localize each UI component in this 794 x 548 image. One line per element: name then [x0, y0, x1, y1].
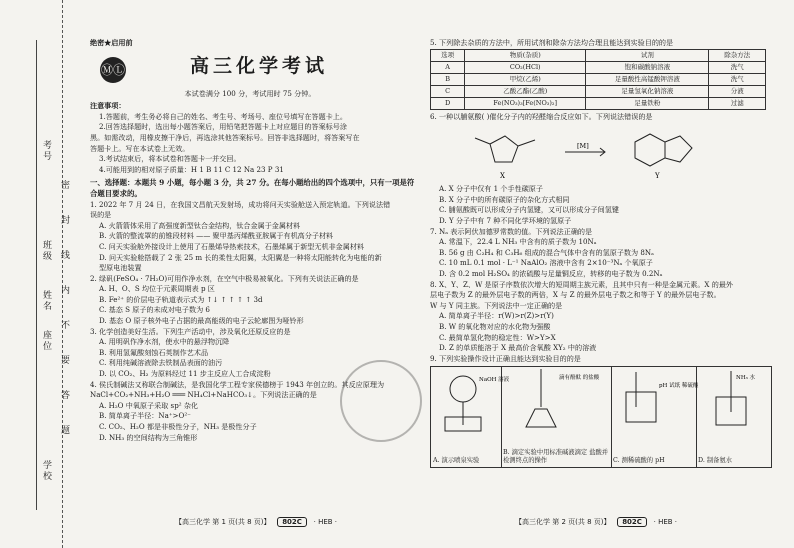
school-label: 学校: [41, 460, 51, 482]
note-line: 4.可能用到的相对原子质量：H 1 B 11 C 12 Na 23 P 31: [99, 164, 284, 174]
cut-mark: 答: [59, 390, 69, 399]
score-note: 本试卷满分 100 分，考试用时 75 分钟。: [184, 88, 316, 98]
option-line: A. 用明矾作净水剂，使水中的悬浮物沉降: [99, 337, 230, 347]
q9-apparatus: [430, 366, 772, 468]
label-x: X: [500, 172, 505, 181]
table-cell: 足量酸性高锰酸钾溶液: [586, 73, 709, 85]
option-line: B. 火箭的整流罩的前锥段材料 —— 聚甲基丙烯酰亚胺属于有机高分子材料: [99, 231, 334, 241]
table-row: [431, 97, 766, 109]
left-footer-code: 802C: [277, 517, 307, 527]
title-row: [90, 49, 410, 89]
left-footer-brand: · HEB ·: [313, 518, 338, 526]
binding-line: [36, 40, 37, 510]
note-line: 3.考试结束后，将本试卷和答题卡一并交回。: [99, 154, 241, 164]
table-cell: A: [431, 61, 465, 73]
option-line: 型原电池装置: [99, 263, 142, 273]
right-page: [430, 38, 780, 468]
cut-mark: 线: [59, 250, 69, 259]
note-line: 答题卡上。写在本试卷上无效。: [90, 143, 190, 153]
table-row: [431, 61, 766, 73]
right-footer-text: 【高三化学 第 2 页(共 8 页)】: [515, 518, 611, 526]
ring-y2: [665, 136, 692, 162]
table-row: [431, 85, 766, 97]
question-line: NaCl+CO₂+NH₃+H₂O ═══ NH₄Cl+NaHCO₃↓。下列说法正确的是: [90, 390, 317, 400]
question-line: 误的是: [90, 210, 112, 220]
table-cell: 洗气: [709, 73, 766, 85]
question-line: 1. 2022 年 7 月 24 日，在我国文昌航天发射场，成功将问天实验舱送入预定轨道。下列说法错: [90, 199, 391, 209]
cut-mark: 内: [59, 285, 69, 294]
option-line: C. 问天实验舱外接设计上使用了石墨烯导热索技术，石墨烯属于新型无机非金属材料: [99, 241, 365, 251]
right-footer: [515, 517, 677, 527]
option-line: A. X 分子中仅有 1 个手性碳原子: [439, 184, 543, 194]
name-label: 姓名: [41, 290, 51, 312]
table-header: 除杂方法: [709, 49, 766, 61]
option-line: B. 利用氢氟酸刻蚀石英制作艺术品: [99, 347, 209, 357]
class-label: 班级: [41, 240, 51, 262]
option-line: C. CO₂、H₂O 都是非极性分子，NH₃ 是极性分子: [99, 422, 257, 431]
cut-mark: 封: [59, 215, 69, 224]
cut-mark: 要: [59, 355, 69, 364]
option-line: C. 10 mL 0.1 mol · L⁻¹ NaAlO₂ 溶液中含有 2×10⁻³Nₐ 个氧原子: [439, 258, 653, 268]
right-footer-code: 802C: [617, 517, 647, 527]
exam-number-label: 考号: [41, 140, 51, 162]
q8-stem-line: W 与 Y 同主族。下列说法中一定正确的是: [430, 300, 563, 310]
table-cell: 饱和碳酸钠溶液: [586, 61, 709, 73]
ring-y1: [635, 134, 665, 166]
apparatus-c: [611, 367, 697, 467]
table-cell: Fe(NO₃)₃[Fe(NO₃)₂]: [465, 97, 586, 109]
option-line: B. 56 g 由 C₂H₄ 和 C₃H₆ 组成的混合气体中含有的氢原子数为 8Nₐ: [439, 247, 654, 257]
catalyst-label: [M]: [577, 142, 589, 151]
question-line: 2. 绿矾(FeSO₄ · 7H₂O)可用作净水剂，在空气中极易被氧化。下列有关说法正确的是: [90, 273, 359, 283]
option-line: C. 基态 S 原子的未成对电子数为 6: [99, 305, 210, 315]
option-line: A. 火箭箭体采用了高强度新型钛合金结构，钛合金属于金属材料: [99, 220, 301, 230]
option-line: D. 基态 O 原子核外电子占据的最高能级的电子云轮廓图为哑铃形: [99, 316, 304, 326]
table-cell: 洗气: [709, 61, 766, 73]
right-footer-brand: · HEB ·: [653, 518, 678, 526]
faded-stamp: [340, 360, 422, 442]
confidential-label: 绝密★启用前: [90, 38, 133, 47]
left-footer-text: 【高三化学 第 1 页(共 8 页)】: [175, 518, 271, 526]
apparatus-caption: C. 测稀硫酸的 pH: [613, 457, 665, 465]
table-header: 物质(杂质): [465, 49, 586, 61]
table-cell: 甲烷(乙烯): [465, 73, 586, 85]
option-line: D. NH₃ 的空间结构为三角锥形: [99, 432, 198, 442]
cut-mark: 密: [59, 180, 69, 189]
q9-stem: 9. 下列实验操作设计正确且能达到实验目的的是: [430, 353, 581, 363]
option-line: D. Y 分子中有 7 种不同化学环境的氢原子: [439, 215, 572, 225]
apparatus-caption: B. 滴定实验中用标准碱液滴定 盐酸并检测终点的操作: [503, 449, 609, 465]
apparatus-label: NaOH 溶液: [479, 377, 510, 384]
seat-label: 座位: [41, 330, 51, 352]
question-line: 4. 侯氏制碱法又称联合制碱法，是我国化学工程专家侯德榜于 1943 年创立的。其反应原理为: [90, 379, 385, 389]
question-line: 3. 化学创造美好生活。下列生产活动中，涉及氧化还原反应的是: [90, 326, 291, 336]
section1-heading: 一、选择题：本题共 9 小题，每小题 3 分，共 27 分。在每小题给出的四个选项中，只有一项是符: [90, 178, 415, 188]
apparatus-d: [696, 367, 771, 467]
apparatus-b: [501, 367, 612, 467]
q8-stem-line: 层电子数为 Z 的最外层电子数的两倍，X 与 Z 的最外层电子数之和等于 Y 的最外层电子数。: [430, 290, 721, 300]
option-line: D. 问天实验舱搭载了 2 张 25 m 长的柔性太阳翼，太阳翼是一种将太阳能转化为电能的新: [99, 252, 382, 262]
option-line: D. 含 0.2 mol H₂SO₄ 的浓硫酸与足量铜反应，转移的电子数为 0.2Nₐ: [439, 268, 663, 278]
note-line: 1.答题前，考生务必将自己的姓名、考生号、考场号、座位号填写在答题卡上。: [99, 111, 347, 121]
table-header: 试剂: [586, 49, 709, 61]
ring-x: [490, 136, 518, 162]
table-cell: 乙酸乙酯(乙酸): [465, 85, 586, 97]
label-y: Y: [655, 172, 660, 181]
cut-mark: 不: [59, 320, 69, 329]
reaction-svg: [430, 124, 730, 182]
table-cell: C: [431, 85, 465, 97]
apparatus-label: 滴有酚酞 的盐酸: [559, 375, 600, 382]
q6-reaction-diagram: [430, 124, 780, 182]
table-cell: 分液: [709, 85, 766, 97]
q8-stem-line: 8. X、Y、Z、W 是原子序数依次增大的短周期主族元素，且其中只有一种是金属元素。X 的最外: [430, 279, 734, 289]
option-line: C. 最简单氢化物的稳定性：W>Y>X: [439, 332, 556, 342]
table-cell: 足量氢氧化钠溶液: [586, 85, 709, 97]
option-line: C. 脯氨酸既可以形成分子内氢键，又可以形成分子间氢键: [439, 205, 619, 215]
apparatus-label: NH₃ 水: [736, 375, 756, 382]
apparatus-label: pH 试纸 稀硫酸: [659, 383, 699, 390]
left-footer: [175, 517, 337, 527]
apparatus-caption: A. 演示喷泉实验: [433, 457, 480, 465]
table-cell: 过滤: [709, 97, 766, 109]
notes-heading-text: 注意事项：: [90, 101, 126, 111]
page-title: 高三化学考试: [190, 54, 329, 77]
apparatus-caption: D. 制备氨水: [698, 457, 733, 465]
option-line: B. 简单离子半径：Na⁺>O²⁻: [99, 411, 191, 421]
table-cell: CO₂(HCl): [465, 61, 586, 73]
apparatus-a: [431, 367, 510, 467]
option-line: A. H₂O 中氧原子采取 sp² 杂化: [99, 400, 199, 410]
table-header: 选项: [431, 49, 465, 61]
cut-mark: 题: [59, 425, 69, 434]
option-line: B. X 分子中的所有碳原子的杂化方式相同: [439, 194, 570, 204]
binding-strip: [0, 0, 63, 548]
option-line: D. Z 的单质能溶于 X 最高价含氧酸 XY₂ 中的溶液: [439, 343, 597, 353]
q6-stem: 6. 一种以脯氨酸( )催化分子内的羟醛缩合反应如下。下列说法错误的是: [430, 111, 653, 121]
section1-heading-2: 合题目要求的。: [90, 188, 142, 198]
note-line: 2.回答选择题时，选出每小题答案后，用铅笔把答题卡上对应题目的答案标号涂: [99, 122, 347, 132]
option-line: C. 利用纯碱溶液除去铁制品表面的油污: [99, 358, 223, 368]
option-line: A. H、O、S 均位于元素周期表 p 区: [99, 284, 215, 294]
q5-stem: 5. 下列除去杂质的方法中，所用试剂和除杂方法均合理且能达到实验目的的是: [430, 38, 674, 47]
note-line: 黑。如需改动，用橡皮擦干净后，再选涂其他答案标号。回答非选择题时，将答案写在: [90, 132, 360, 142]
table-cell: D: [431, 97, 465, 109]
option-line: A. 常温下，22.4 L NH₃ 中含有的质子数为 10Nₐ: [439, 237, 597, 247]
option-line: B. Fe²⁺ 的价层电子轨道表示式为 ↑↓ ↑ ↑ ↑ ↑ 3d: [99, 294, 263, 304]
table-row: [431, 73, 766, 85]
brand-logo-icon: ⓂⓁ: [100, 57, 126, 83]
q7-stem: 7. Nₐ 表示阿伏加德罗常数的值。下列说法正确的是: [430, 226, 593, 236]
option-line: D. 以 CO₂、H₂ 为原料经过 11 步主反应人工合成淀粉: [99, 369, 271, 379]
table-cell: 足量铁粉: [586, 97, 709, 109]
table-cell: B: [431, 73, 465, 85]
option-line: B. W 的氧化物对应的水化物为强酸: [439, 321, 551, 331]
q5-table: [430, 49, 766, 110]
option-line: A. 简单离子半径：r(W)>r(Z)>r(Y): [439, 311, 554, 321]
